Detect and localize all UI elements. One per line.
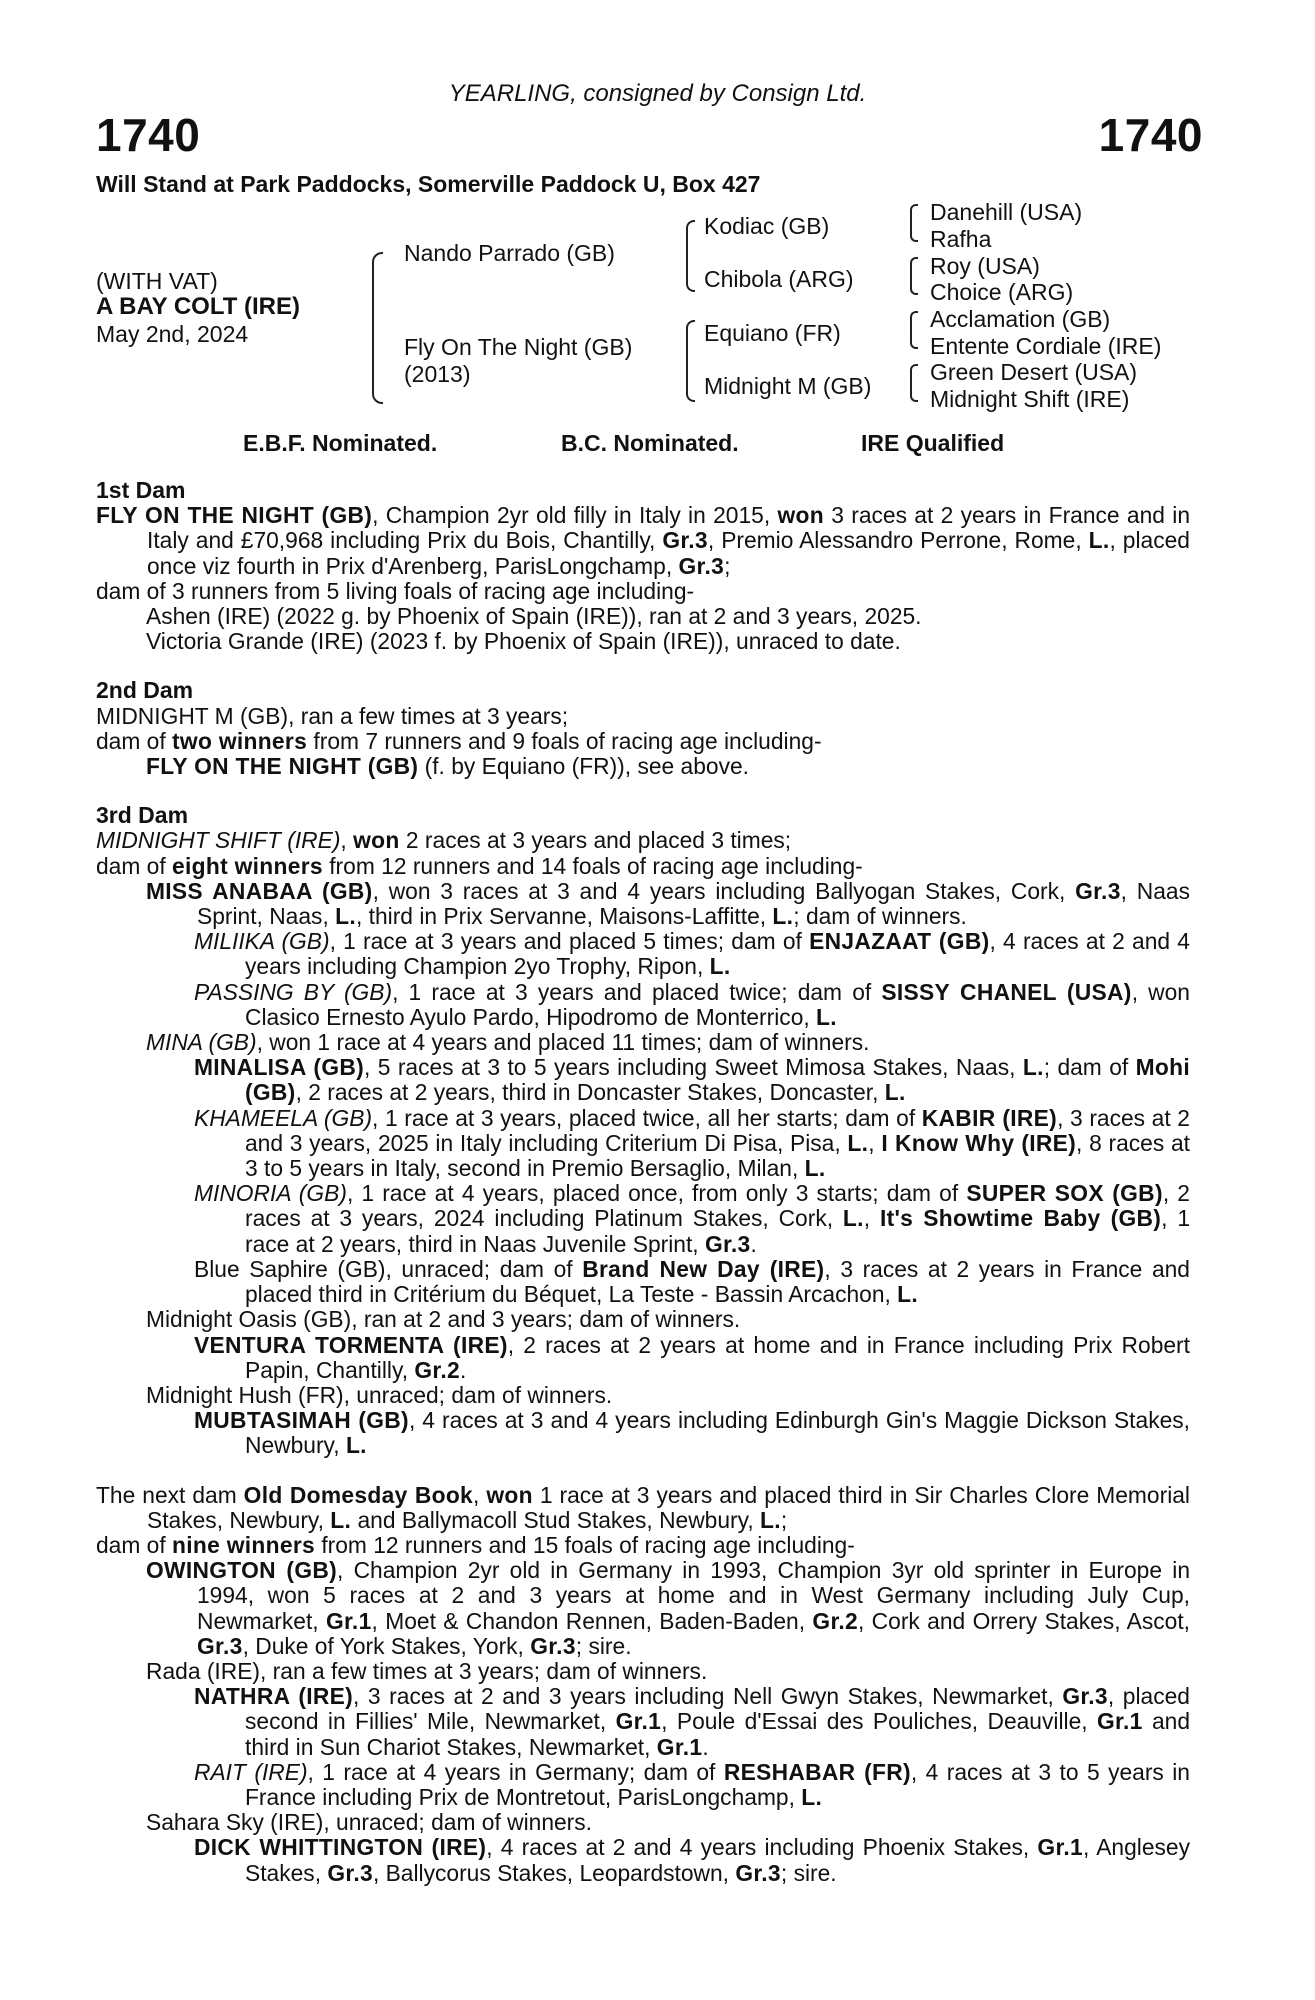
second-dam-heading: 2nd Dam: [96, 677, 194, 704]
horse-name: A BAY COLT (IRE): [96, 293, 301, 320]
produce-item: RAIT (IRE), 1 race at 4 years in Germany; dam of RESHABAR (FR), 4 races at 3 to 5 years in France including Prix de Montretout, ParisLongchamp, L.: [194, 1758, 1190, 1810]
produce-item: PASSING BY (GB), 1 race at 3 years and placed twice; dam of SISSY CHANEL (USA), won Clasico Ernesto Ayulo Pardo, Hipodromo de Monterrico, L.: [194, 978, 1190, 1030]
pedigree-g4-3: Roy (USA): [930, 253, 1040, 279]
pedigree-brace-dam: [686, 320, 695, 402]
pedigree-brace-g4-1: [910, 204, 918, 242]
second-dam-produce-intro: dam of two winners from 7 runners and 9 foals of racing age including-: [96, 727, 822, 754]
third-dam-produce-intro: dam of eight winners from 12 runners and 14 foals of racing age including-: [96, 852, 863, 879]
first-dam-heading: 1st Dam: [96, 477, 186, 503]
produce-item: DICK WHITTINGTON (IRE), 4 races at 2 and 4 years including Phoenix Stakes, Gr.1, Anglesey Stakes, Gr.3, Ballycorus Stakes, Leopardstown, Gr.3; sire.: [194, 1834, 1190, 1886]
next-dam-produce-intro: dam of nine winners from 12 runners and 15 foals of racing age including-: [96, 1531, 855, 1558]
lot-number-right: 1740: [1098, 109, 1203, 161]
next-dam-record: The next dam Old Domesday Book, won 1 race at 3 years and placed third in Sir Charles Clore Memorial Stakes, Newbury, L. and Ballymacoll Stud Stakes, Newbury, L.;: [96, 1481, 1190, 1533]
pedigree-g4-8: Midnight Shift (IRE): [930, 386, 1130, 412]
pedigree-brace-main: [372, 252, 383, 404]
produce-item: KHAMEELA (GB), 1 race at 3 years, placed twice, all her starts; dam of KABIR (IRE), 3 races at 2 and 3 years, 2025 in Italy including Criterium Di Pisa, Pisa, L., I Know Why (IRE), 8 races at 3 to 5 years in Italy, second in Premio Bersaglio, Milan, L.: [194, 1104, 1191, 1182]
pedigree-dam-year: (2013): [404, 361, 471, 387]
pedigree-brace-sire: [686, 220, 695, 292]
pedigree-g4-2: Rafha: [930, 226, 992, 252]
second-dam-record: MIDNIGHT M (GB), ran a few times at 3 years;: [96, 702, 569, 729]
produce-item: Ashen (IRE) (2022 g. by Phoenix of Spain (IRE)), ran at 2 and 3 years, 2025.: [146, 603, 922, 630]
pedigree-dam-dam: Midnight M (GB): [704, 373, 872, 399]
produce-item: Midnight Hush (FR), unraced; dam of winners.: [146, 1381, 613, 1408]
produce-item: VENTURA TORMENTA (IRE), 2 races at 2 years at home and in France including Prix Robert Papin, Chantilly, Gr.2.: [194, 1331, 1190, 1383]
pedigree-g4-5: Acclamation (GB): [930, 306, 1111, 332]
pedigree-sire-sire: Kodiac (GB): [704, 213, 830, 239]
produce-item: Victoria Grande (IRE) (2023 f. by Phoenix of Spain (IRE)), unraced to date.: [146, 628, 901, 655]
bc-nomination: B.C. Nominated.: [561, 430, 739, 456]
pedigree-brace-g4-3: [910, 311, 918, 349]
produce-item: Rada (IRE), ran a few times at 3 years; dam of winners.: [146, 1657, 708, 1684]
ebf-nomination: E.B.F. Nominated.: [243, 430, 438, 456]
consignment-subtitle: YEARLING, consigned by Consign Ltd.: [448, 80, 867, 107]
pedigree-g4-4: Choice (ARG): [930, 279, 1074, 305]
produce-item: MISS ANABAA (GB), won 3 races at 3 and 4 years including Ballyogan Stakes, Cork, Gr.3, Naas Sprint, Naas, L., third in Prix Servanne, Maisons-Laffitte, L.; dam of winners.: [146, 877, 1191, 930]
pedigree-brace-g4-4: [910, 364, 918, 402]
first-dam-produce-intro: dam of 3 runners from 5 living foals of racing age including-: [96, 577, 695, 604]
first-dam-record: FLY ON THE NIGHT (GB), Champion 2yr old filly in Italy in 2015, won 3 races at 2 years in France and in Italy and £70,968 including Prix du Bois, Chantilly, Gr.3, Premio Alessandro Perrone, Rome, L., placed once viz fourth in Prix d'Arenberg, ParisLongchamp, Gr.3;: [96, 502, 1190, 579]
produce-item: MUBTASIMAH (GB), 4 races at 3 and 4 years including Edinburgh Gin's Maggie Dickson Stakes, Newbury, L.: [194, 1407, 1190, 1459]
foaling-date: May 2nd, 2024: [96, 321, 249, 347]
produce-item: MINALISA (GB), 5 races at 3 to 5 years including Sweet Mimosa Stakes, Naas, L.; dam of Mohi (GB), 2 races at 2 years, third in Doncaster Stakes, Doncaster, L.: [194, 1054, 1190, 1106]
stand-info: Will Stand at Park Paddocks, Somerville Paddock U, Box 427: [96, 171, 761, 197]
produce-item: OWINGTON (GB), Champion 2yr old in Germany in 1993, Champion 3yr old sprinter in Europe in 1994, won 5 races at 2 and 3 years at home and in West Germany including July Cup, Newmarket, Gr.1, Moet & Chandon Rennen, Baden-Baden, Gr.2, Cork and Orrery Stakes, Ascot, Gr.3, Duke of York Stakes, York, Gr.3; sire.: [146, 1557, 1190, 1659]
lot-number-left: 1740: [96, 109, 201, 161]
produce-item: MINA (GB), won 1 race at 4 years and placed 11 times; dam of winners.: [146, 1029, 870, 1056]
pedigree-brace-g4-2: [910, 257, 918, 295]
pedigree-sire-dam: Chibola (ARG): [704, 266, 854, 292]
produce-item: Midnight Oasis (GB), ran at 2 and 3 years; dam of winners.: [146, 1306, 741, 1333]
pedigree-g4-6: Entente Cordiale (IRE): [930, 333, 1162, 359]
produce-item: Sahara Sky (IRE), unraced; dam of winners.: [146, 1809, 592, 1836]
pedigree-dam-sire: Equiano (FR): [704, 320, 841, 346]
pedigree-g4-1: Danehill (USA): [930, 199, 1083, 225]
pedigree-sire: Nando Parrado (GB): [404, 240, 615, 266]
third-dam-heading: 3rd Dam: [96, 802, 189, 829]
pedigree-g4-7: Green Desert (USA): [930, 359, 1138, 385]
ire-qualification: IRE Qualified: [861, 430, 1005, 456]
produce-item: FLY ON THE NIGHT (GB) (f. by Equiano (FR)), see above.: [146, 753, 749, 780]
produce-item: MILIIKA (GB), 1 race at 3 years and placed 5 times; dam of ENJAZAAT (GB), 4 races at 2 and 4 years including Champion 2yo Trophy, Ripon, L.: [194, 928, 1190, 980]
third-dam-record: MIDNIGHT SHIFT (IRE), won 2 races at 3 years and placed 3 times;: [96, 827, 792, 854]
pedigree-dam: Fly On The Night (GB): [404, 334, 633, 360]
produce-item: MINORIA (GB), 1 race at 4 years, placed once, from only 3 starts; dam of SUPER SOX (GB), 2 races at 3 years, 2024 including Platinum Stakes, Cork, L., It's Showtime Baby (GB), 1 race at 2 years, third in Naas Juvenile Sprint, Gr.3.: [194, 1180, 1191, 1257]
catalogue-body: [96, 478, 1190, 1886]
produce-item: NATHRA (IRE), 3 races at 2 and 3 years including Nell Gwyn Stakes, Newmarket, Gr.3, placed second in Fillies' Mile, Newmarket, Gr.1, Poule d'Essai des Pouliches, Deauville, Gr.1 and third in Sun Chariot Stakes, Newmarket, Gr.1.: [194, 1683, 1190, 1760]
vat-note: (WITH VAT): [96, 268, 218, 294]
produce-item: Blue Saphire (GB), unraced; dam of Brand New Day (IRE), 3 races at 2 years in France and placed third in Critérium du Béquet, La Teste - Bassin Arcachon, L.: [194, 1255, 1190, 1308]
